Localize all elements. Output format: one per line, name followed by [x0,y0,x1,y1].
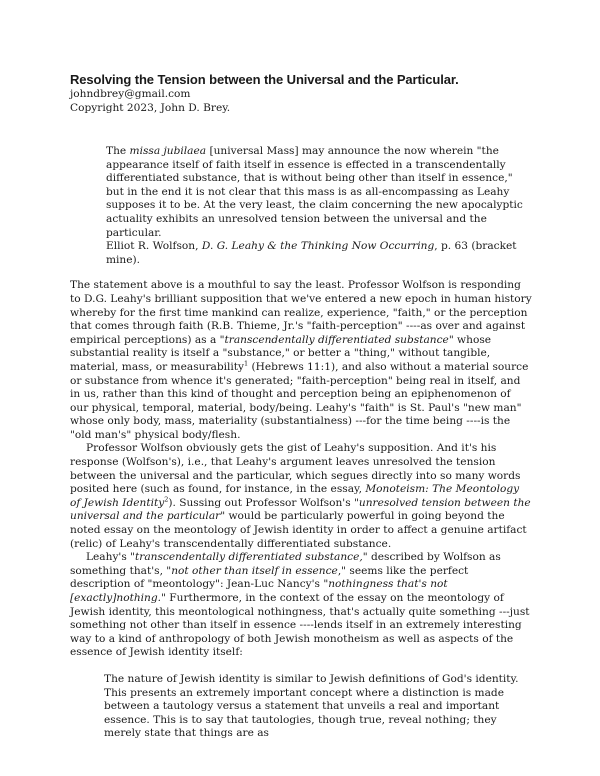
paragraph-2 [70,442,532,551]
p3-italic-1: transcendentally differentiated substance, [135,551,363,564]
p2-text-a: Professor Wolfson obviously gets the gist of Leahy's supposition. And it's his response (Wolfson's), i.e., that Leahy's argument leaves unresolved the tension between the universal and the particular, which segues directly into so many words posited here (such as found, for instance, in the essay, [70,442,521,496]
p3-italic-3: nothingness that's not [exactly]nothing. [70,578,448,604]
p3-italic-2: not other than itself in essence [171,564,338,577]
quote-text-before: The [106,145,130,157]
epigraph-quote [106,145,531,267]
epigraph-text [106,145,531,240]
p1-text-b: " whose substantial reality is itself a "substance," or better a "thing," without tangible, material, mass, or measurability [70,333,492,373]
body-text [70,279,532,660]
footnote-ref-2[interactable]: 2 [164,495,169,504]
p3-text-c: ," seems like the perfect description of "meontology": Jean-Luc Nancy's " [70,564,469,591]
footnote-ref-1[interactable]: 1 [244,359,249,368]
p2-text-b: ). Sussing out Professor Wolfson's " [168,496,359,509]
p2-text-c: " would be particularly powerful in going beyond the noted essay on the meontology of Jewish identity in order to affect a genuine artifact (relic) of Leahy's transcendentally differentiated substance. [70,510,527,550]
citation-work: D. G. Leahy & the Thinking Now Occurring [201,240,435,253]
p1-text-c: (Hebrews 11:1), and also without a material source or substance from whence it's generated; "faith-perception" being real in itself, and in us, rather than this kind of thought and perception being an epiphenomenon of our physical, temporal, material, body/being. Leahy's "faith" is St. Paul's "new man" whose only body, mass, materiality (substantialness) ---for the time being ----is the "old man's" physical body/flesh. [70,360,529,441]
p1-text-a: The statement above is a mouthful to say the least. Professor Wolfson is responding to D.G. Leahy's brilliant supposition that we've entered a new epoch in human history whereby for the first time mankind can realize, experience, "faith," or the perception that comes through faith (R.B. Thieme, Jr.'s "faith-perception" ----as over and against empirical perceptions) as a " [70,279,532,346]
block-quote [104,673,529,741]
block-quote-text: The nature of Jewish identity is similar to Jewish definitions of God's identity. This presents an extremely important concept where a distinction is made between a tautology versus a statement that unveils a real and important essence. This is to say that tautologies, though true, reveal nothing; they merely state that things are as [104,672,519,740]
paragraph-3 [70,551,532,660]
epigraph-citation [106,240,531,267]
p3-text-d: " Furthermore, in the context of the essay on the meontology of Jewish identity, this meontological nothingness, that's actually quite something ---just something not other than itself in essence ----lends itself in an extremely interesting way to a kind of anthropology of both Jewish monotheism as well as aspects of the essence of Jewish identity itself: [70,592,530,659]
p3-text-a: Leahy's " [86,551,136,564]
quote-text-after: [universal Mass] may announce the now wherein "the appearance itself of faith itself in essence is effected in a transcendentally differentiated substance, that is without being other than itself in essence," but in the end it is not clear that this mass is as all-encompassing as Leahy supposes it to be. At the very least, the claim concerning the new apocalyptic actuality exhibits an unresolved tension between the universal and the particular. [106,145,523,239]
quote-italic-term: missa jubilaea [129,145,207,157]
p2-italic-1: Monoteism: The Meontology of Jewish Identity [70,483,520,509]
p2-italic-2: unresolved tension between the universal and the particular [70,496,531,523]
document-title: Resolving the Tension between the Universal and the Particular. [70,72,459,87]
p1-italic: transcendentally differentiated substance [224,333,449,346]
copyright-notice: Copyright 2023, John D. Brey. [70,101,231,114]
citation-rest: , p. 63 (bracket mine). [106,240,517,266]
p3-text-b: " described by Wolfson as something that's, " [70,551,501,577]
paragraph-1 [70,279,532,442]
citation-author: Elliot R. Wolfson, [106,240,202,253]
author-email: johndbrey@gmail.com [70,88,191,100]
